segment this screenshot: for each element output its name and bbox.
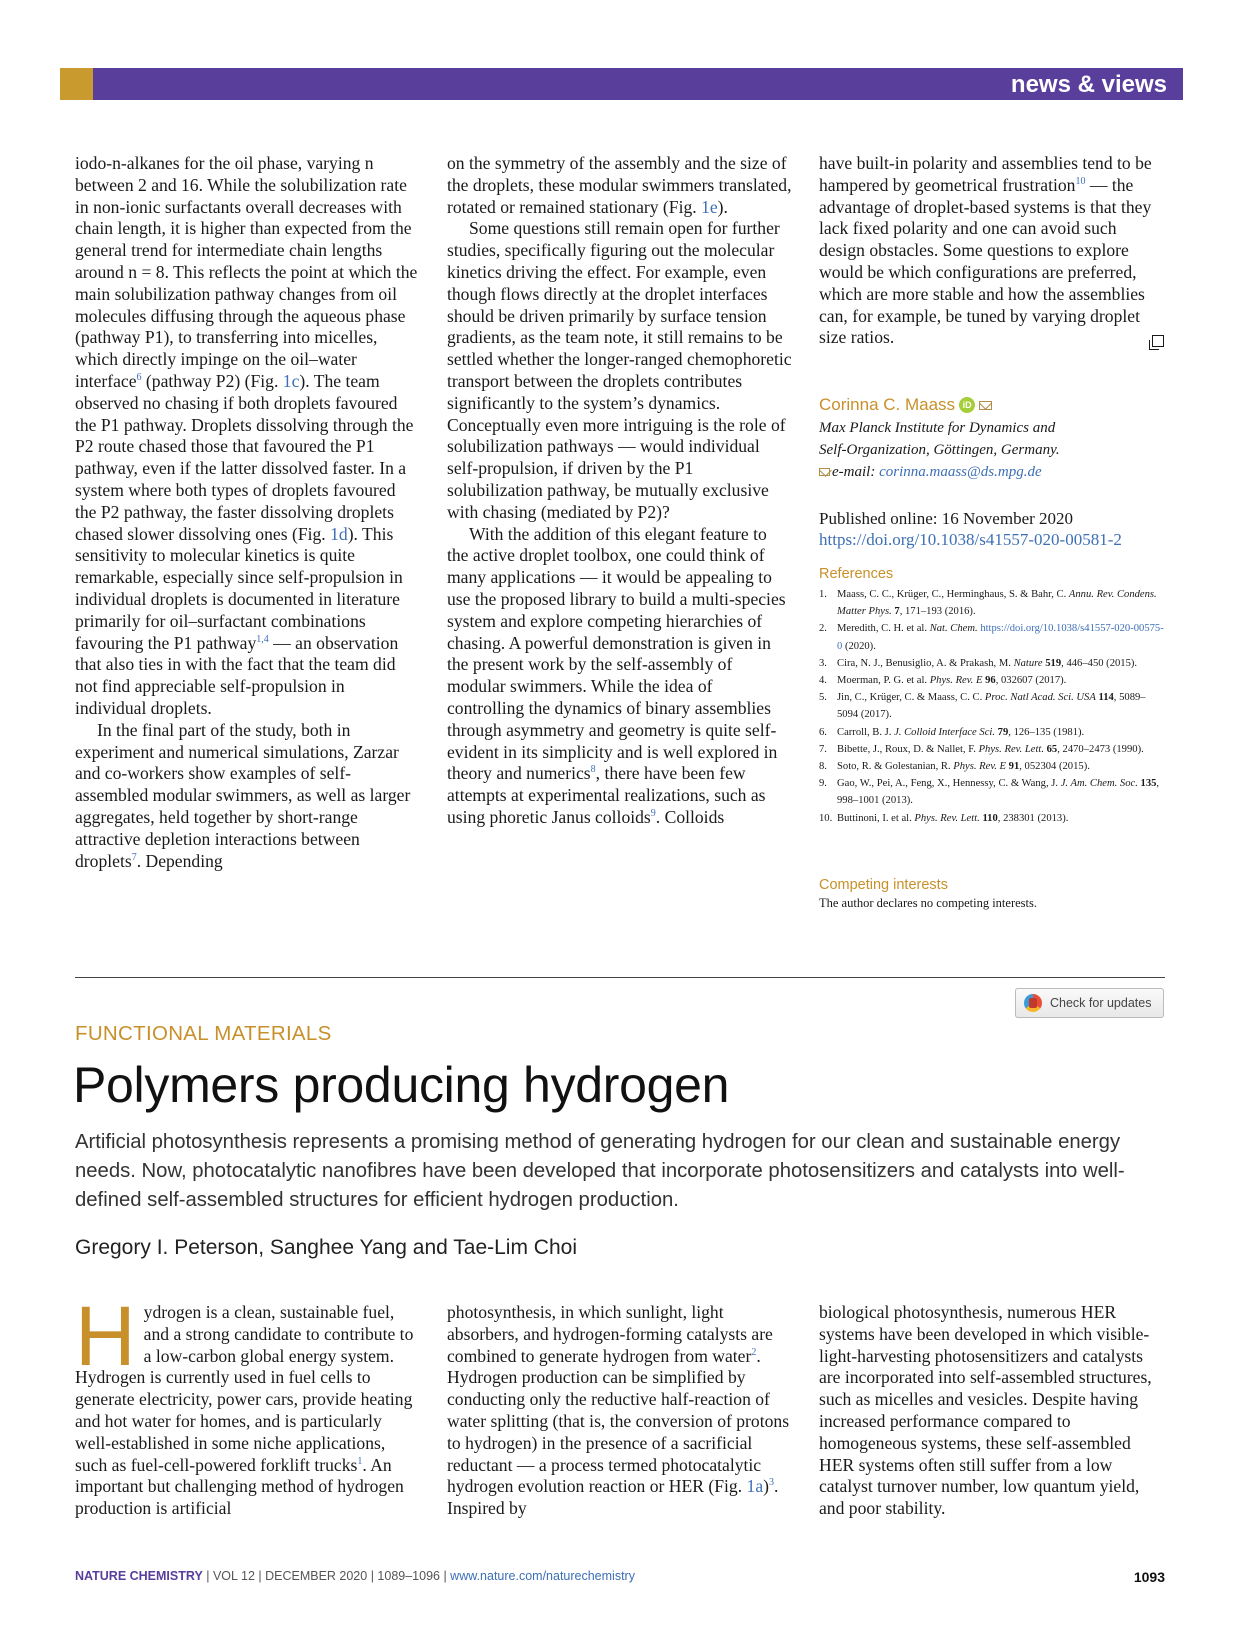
reference-item: 8. Soto, R. & Golestanian, R. Phys. Rev. E 91, 052304 (2015). [819, 761, 1090, 773]
affiliation: Max Planck Institute for Dynamics and Self-Organization, Göttingen, Germany. [819, 420, 1060, 458]
author-box [819, 395, 1164, 483]
figure-link[interactable]: 1a [746, 1476, 764, 1497]
competing-heading: Competing interests [819, 877, 948, 893]
top-column-2 [447, 153, 792, 829]
citation-link[interactable]: 7 [131, 851, 137, 863]
paragraph: have built-in polarity and assemblies tend to be hampered by geometrical frustration$^{10}$ — the advantage of droplet-based systems is that they lack fixed polarity and one can avoid such design obstacles. Some questions to explore would be which configurations are preferred, which are more stable and how the assemblies can, for example, be tuned by varying droplet size ratios. [819, 153, 1164, 349]
article-title: Polymers producing hydrogen [73, 1057, 730, 1113]
references [819, 566, 1164, 827]
top-column-1 [75, 153, 420, 872]
figure-link[interactable]: 1d [330, 523, 348, 544]
reference-url[interactable]: https://doi.org/10.1038/s41557-020-00575-0 [837, 623, 1164, 652]
article-standfirst: Artificial photosynthesis represents a promising method of generating hydrogen for our clean and sustainable energy needs. Now, photocatalytic nanofibres have been developed that incorporate photosensitizers and catalysts into well-defined self-assembled structures for efficient hydrogen production. [75, 1131, 1125, 1211]
banner-accent [60, 68, 93, 100]
paragraph: iodo-n-alkanes for the oil phase, varying n between 2 and 16. While the solubilization rate in non-ionic surfactants overall decreases with chain length, it is higher than expected from the general trend for intermediate chain lengths around n = 8. This reflects the point at which the main solubilization pathway changes from oil molecules diffusing through the aqueous phase (pathway P1), to transferring into micelles, which directly impinge on the oil–water interface$^6$ (pathway P2) (Fig. 1c). The team observed no chasing if both droplets favoured the P1 pathway. Droplets dissolving through the P2 route chased those that favoured the P1 pathway, even if the latter dissolved faster. In a system where both types of droplets favoured the P2 pathway, the faster dissolving droplets chased slower dissolving ones (Fig. 1d). This sensitivity to molecular kinetics is quite remarkable, especially since self-propulsion in individual droplets is documented in literature primarily for oil–surfactant combinations favouring the P1 pathway$^{1,4}$ — an observation that also ties in with the fact that the team did not find appreciable self-propulsion in individual droplets. [75, 153, 418, 718]
author-name: Corinna C. Maass iD [819, 395, 992, 415]
reference-list [819, 586, 1164, 827]
email-line: e-mail: corinna.maass@ds.mpg.de [819, 461, 1164, 483]
citation-link[interactable]: 9 [650, 808, 656, 820]
email-link[interactable]: corinna.maass@ds.mpg.de [879, 464, 1042, 480]
article-category: FUNCTIONAL MATERIALS [75, 1022, 332, 1045]
body-column-2 [447, 1302, 792, 1520]
check-for-updates-button[interactable]: Check for updates [1015, 988, 1164, 1018]
mail-icon[interactable] [979, 401, 992, 410]
paragraph: biological photosynthesis, numerous HER systems have been developed in which visible-light-harvesting photosensitizers and catalysts are incorporated into self-assembled structures, such as micelles and vesicles. Despite having increased performance compared to homogeneous systems, these self-assembled HER systems often still suffer from a low catalyst turnover number, low quantum yield, and poor stability. [819, 1302, 1152, 1519]
citation-link[interactable]: 3 [769, 1477, 774, 1489]
paragraph: on the symmetry of the assembly and the size of the droplets, these modular swimmers translated, rotated or remained stationary (Fig. 1e). [447, 153, 792, 217]
mail-icon [819, 468, 830, 476]
top-column-3 [819, 153, 1164, 349]
footer-site-link[interactable]: www.nature.com/naturechemistry [450, 1569, 635, 1583]
section-divider [75, 977, 1165, 978]
section-title: news & views [1010, 71, 1167, 98]
paragraph: photosynthesis, in which sunlight, light absorbers, and hydrogen-forming catalysts are combined to generate hydrogen from water$^2$. Hydrogen production can be simplified by conducting only the reductive half-reaction of water splitting (that is, the conversion of protons to hydrogen) in the presence of a sacrificial reductant — a process termed photocatalytic hydrogen evolution reaction or HER (Fig. 1a)$^3$. Inspired by [447, 1302, 790, 1519]
references-heading: References [819, 566, 894, 582]
citation-link[interactable]: 8 [590, 764, 596, 776]
publication-info [819, 508, 1179, 550]
paragraph: In the final part of the study, both in experiment and numerical simulations, Zarzar and co-workers show examples of self-assembled modular swimmers, as well as larger aggregates, held together by short-range attractive depletion interactions between droplets$^7$. Depending [75, 719, 411, 871]
paragraph: With the addition of this elegant feature to the active droplet toolbox, one could think of many applications — it would be appealing to use the proposed library to build a multi-species system and explore competing hierarchies of chasing. A powerful demonstration is given in the present work by the self-assembly of modular swimmers. While the idea of controlling the dynamics of binary assemblies through asymmetry and geometry is quite self-evident in its simplicity and is well explored in theory and numerics$^8$, there have been few attempts at experimental realizations, such as using phoretic Janus colloids$^9$. Colloids [447, 523, 786, 827]
citation-link[interactable]: 2 [751, 1346, 757, 1358]
citation-link[interactable]: 1,4 [256, 633, 269, 645]
citation-link[interactable]: 6 [136, 372, 142, 384]
paragraph: Hydrogen is a clean, sustainable fuel, and a strong candidate to contribute to a low-carbon global energy system. Hydrogen is currently used in fuel cells to generate electricity, power cars, provide heating and hot water for homes, and is particularly well-established in some niche applications, such as fuel-cell-powered forklift trucks$^1$. An important but challenging method of hydrogen production is artificial [75, 1289, 414, 1519]
reference-item: 2. Meredith, C. H. et al. Nat. Chem. https://doi.org/10.1038/s41557-020-00575-0 (2020). [819, 623, 1164, 652]
orcid-icon[interactable]: iD [959, 397, 975, 413]
figure-link[interactable]: 1e [701, 196, 718, 217]
article-authors: Gregory I. Peterson, Sanghee Yang and Tae-Lim Choi [75, 1236, 577, 1259]
published-date: Published online: 16 November 2020 [819, 509, 1074, 528]
body-column-1 [75, 1289, 420, 1520]
reference-item: 5. Jin, C., Krüger, C. & Maass, C. C. Proc. Natl Acad. Sci. USA 114, 5089–5094 (2017). [819, 692, 1146, 721]
citation-link[interactable]: 1 [357, 1455, 363, 1467]
footer-details: | VOL 12 | DECEMBER 2020 | 1089–1096 | [202, 1569, 451, 1583]
page-number: 1093 [1133, 1569, 1165, 1585]
body-column-3 [819, 1302, 1164, 1520]
drop-cap: H [75, 1289, 136, 1383]
reference-item: 4. Moerman, P. G. et al. Phys. Rev. E 96, 032607 (2017). [819, 675, 1067, 687]
reference-item: 3. Cira, N. J., Benusiglio, A. & Prakash, M. Nature 519, 446–450 (2015). [819, 657, 1138, 669]
reference-item: 7. Bibette, J., Roux, D. & Nallet, F. Phys. Rev. Lett. 65, 2470–2473 (1990). [819, 743, 1144, 755]
competing-interests [819, 877, 1164, 911]
paragraph: Some questions still remain open for further studies, specifically figuring out the molecular kinetics driving the effect. For example, even though flows directly at the droplet interfaces should be driven primarily by surface tension gradients, as the team note, it still remains to be settled whether the longer-ranged chemophoretic transport between the droplets contributes significantly to the system’s dynamics. Conceptually even more intriguing is the role of solubilization pathways — would individual self-propulsion, if driven by the P1 solubilization pathway, be mutually exclusive with chasing (mediated by P2)? [447, 218, 792, 522]
page-footer [75, 1569, 1165, 1583]
competing-text: The author declares no competing interests. [819, 896, 1037, 910]
reference-item: 10. Buttinoni, I. et al. Phys. Rev. Lett. 110, 238301 (2013). [819, 812, 1069, 824]
reference-item: 6. Carroll, B. J. J. Colloid Interface Sci. 79, 126–135 (1981). [819, 726, 1085, 738]
crossmark-icon [1024, 994, 1042, 1012]
section-banner [60, 68, 1183, 100]
footer-journal: NATURE CHEMISTRY [75, 1569, 203, 1583]
end-of-article-mark [1152, 335, 1164, 347]
figure-link[interactable]: 1c [282, 370, 300, 391]
doi-link[interactable]: https://doi.org/10.1038/s41557-020-00581-2 [819, 530, 1122, 549]
reference-item: 9. Gao, W., Pei, A., Feng, X., Hennessy, C. & Wang, J. J. Am. Chem. Soc. 135, 998–1001 (2013). [819, 778, 1160, 807]
citation-link[interactable]: 10 [1075, 175, 1086, 187]
reference-item: 1. Maass, C. C., Krüger, C., Herminghaus, S. & Bahr, C. Annu. Rev. Condens. Matter Phys. 7, 171–193 (2016). [819, 589, 1157, 618]
